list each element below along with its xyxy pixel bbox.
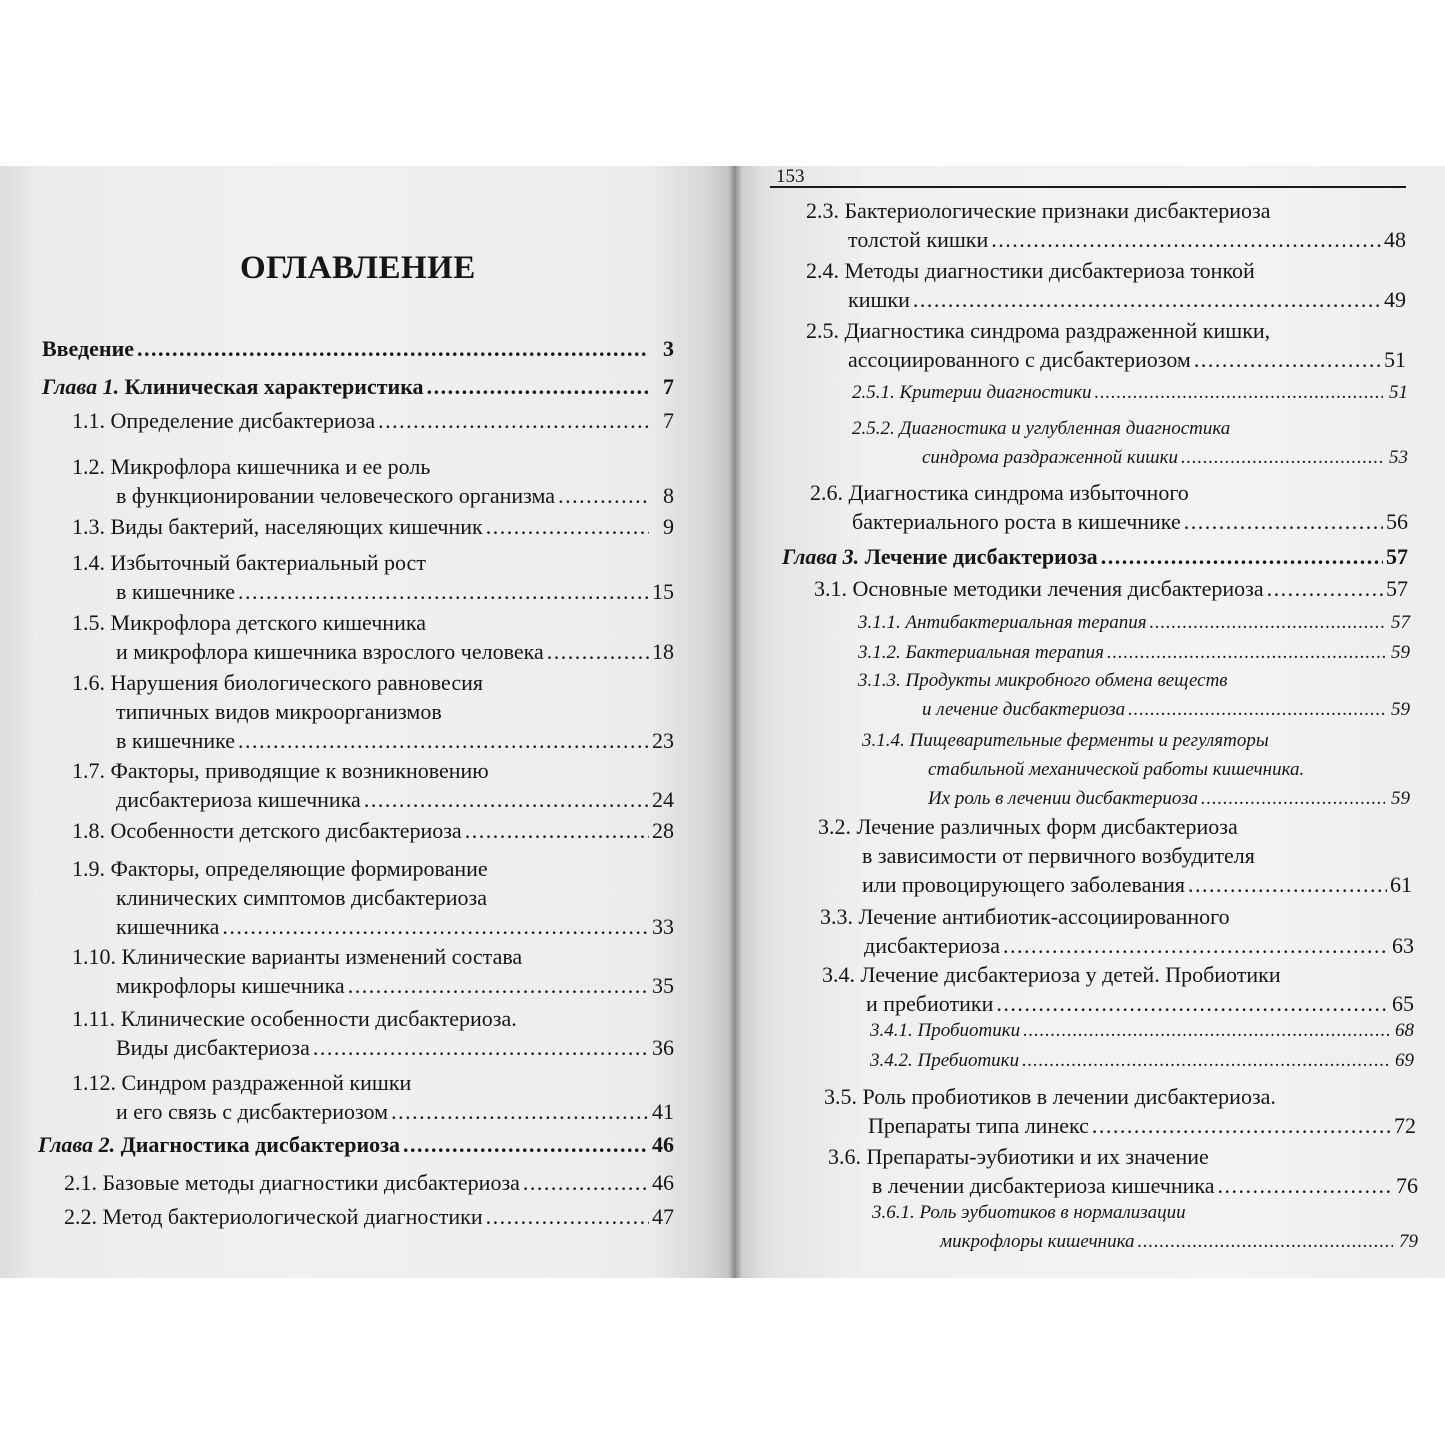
dot-leader — [486, 512, 649, 541]
toc-entry-title: Их роль в лечении дисбактериоза — [928, 788, 1199, 809]
toc-entry-number: Глава 1. — [42, 374, 125, 399]
toc-entry-number: 1.1. — [72, 408, 111, 433]
toc-entry-title: Базовые методы диагностики дисбактериоза — [102, 1170, 520, 1195]
toc-entry-title: Метод бактериологической диагностики — [102, 1204, 483, 1229]
toc-entry-page: 65 — [1392, 991, 1414, 1016]
toc-entry-number: 2.4. — [806, 258, 845, 283]
toc-entry — [820, 902, 1414, 960]
toc-entry-number: 1.4. — [72, 550, 111, 575]
toc-entry-title: в кишечнике — [116, 579, 236, 604]
dot-leader — [313, 1033, 649, 1062]
toc-entry-page: 51 — [1389, 382, 1408, 403]
toc-entry-number: 2.5.1. — [852, 382, 900, 403]
page-number: 153 — [776, 166, 805, 187]
dot-leader — [222, 912, 649, 941]
toc-entry-page: 3 — [663, 336, 674, 361]
dot-leader — [1095, 378, 1383, 407]
toc-entry-title: Факторы, определяющие формирование — [110, 856, 488, 881]
toc-entry-page: 24 — [652, 787, 674, 812]
toc-entry — [38, 1130, 674, 1159]
page-title: ОГЛАВЛЕНИЕ — [240, 250, 476, 286]
toc-entry-number: 1.6. — [72, 670, 111, 695]
dot-leader — [1022, 1046, 1389, 1075]
toc-entry-number: 3.1.3. — [858, 670, 906, 691]
toc-entry — [824, 1082, 1416, 1140]
dot-leader — [378, 406, 649, 435]
toc-entry-title: и лечение дисбактериоза — [922, 699, 1126, 720]
dot-leader — [465, 816, 649, 845]
dot-leader — [1267, 574, 1383, 603]
dot-leader — [137, 334, 649, 363]
toc-entry-page: 61 — [1390, 872, 1412, 897]
toc-entry-title: Антибактериальная терапия — [905, 612, 1147, 633]
toc-entry-title: Особенности детского дисбактериоза — [110, 818, 462, 843]
toc-entry-title: бактериального роста в кишечнике — [852, 509, 1181, 534]
toc-entry-page: 7 — [663, 374, 674, 399]
toc-entry — [852, 378, 1408, 407]
toc-entry-title: Факторы, приводящие к возникновению — [110, 758, 489, 783]
toc-entry-page: 51 — [1384, 347, 1406, 372]
toc-entry-title: Роль эубиотиков в нормализации — [919, 1202, 1186, 1223]
toc-entry-title: в лечении дисбактериоза кишечника — [872, 1173, 1215, 1198]
dot-leader — [238, 577, 649, 606]
toc-entry-title: Виды бактерий, населяющих кишечник — [110, 514, 483, 539]
toc-entry — [72, 756, 674, 814]
toc-entry-number: 1.5. — [72, 610, 111, 635]
toc-entry-title: кишечника — [116, 914, 220, 939]
dot-leader — [1023, 1016, 1389, 1045]
toc-entry-page: 57 — [1386, 544, 1408, 569]
toc-entry-number: 1.11. — [72, 1006, 121, 1031]
toc-entry-title: Нарушения биологического равновесия — [110, 670, 484, 695]
toc-entry — [858, 666, 1410, 724]
toc-entry-title: дисбактериоза кишечника — [116, 787, 361, 812]
toc-entry-title: Бактериологические признаки дисбактериоза — [844, 198, 1271, 223]
toc-entry-page: 7 — [663, 408, 674, 433]
toc-entry-number: 1.7. — [72, 758, 111, 783]
toc-entry-title: Препараты типа линекс — [868, 1113, 1089, 1138]
toc-entry — [814, 574, 1408, 603]
toc-entry-number: 2.5.2. — [852, 418, 900, 439]
dot-leader — [1188, 870, 1387, 899]
dot-leader — [996, 989, 1389, 1018]
dot-leader — [558, 481, 649, 510]
dot-leader — [1137, 1227, 1393, 1256]
toc-entry-title: Лечение дисбактериоза — [864, 544, 1098, 569]
toc-entry — [806, 196, 1406, 254]
toc-entry — [858, 638, 1410, 667]
toc-entry-title: Методы диагностики дисбактериоза тонкой — [844, 258, 1255, 283]
toc-entry-page: 59 — [1391, 788, 1410, 809]
toc-entry-number: 3.1.2. — [858, 642, 906, 663]
toc-entry-title: Диагностика синдрома избыточного — [848, 480, 1189, 505]
dot-leader — [1150, 608, 1385, 637]
toc-entry — [42, 334, 674, 363]
toc-entry-title: Клиническая характеристика — [124, 374, 424, 399]
toc-entry-title: Диагностика синдрома раздраженной кишки, — [844, 318, 1271, 343]
toc-entry-title: Диагностика и углубленная диагностика — [899, 418, 1231, 439]
toc-entry-number: 3.4.2. — [870, 1050, 918, 1071]
toc-entry-title: в кишечнике — [116, 728, 236, 753]
toc-entry-page: 79 — [1399, 1231, 1418, 1252]
toc-entry-page: 76 — [1396, 1173, 1418, 1198]
toc-entry — [858, 608, 1410, 637]
dot-leader — [547, 637, 649, 666]
toc-entry-number: 1.3. — [72, 514, 111, 539]
toc-entry — [72, 668, 674, 755]
toc-entry-page: 8 — [663, 483, 674, 508]
toc-entry — [822, 960, 1414, 1018]
dot-leader — [523, 1168, 649, 1197]
toc-entry-number: 2.6. — [810, 480, 849, 505]
toc-entry-number: 1.12. — [72, 1070, 122, 1095]
toc-entry — [870, 1016, 1414, 1045]
toc-entry-number: 1.9. — [72, 856, 111, 881]
header-rule — [770, 186, 1406, 188]
toc-entry-page: 68 — [1395, 1020, 1414, 1041]
dot-leader — [1092, 1111, 1391, 1140]
toc-entry-title: и пребиотики — [866, 991, 994, 1016]
dot-leader — [1128, 695, 1385, 724]
toc-entry-title: Диагностика дисбактериоза — [120, 1132, 400, 1157]
toc-entry — [64, 1202, 674, 1231]
dot-leader — [1101, 542, 1383, 571]
toc-entry-title: Пищеварительные ферменты и регуляторы — [909, 730, 1269, 751]
toc-entry — [828, 1142, 1418, 1200]
toc-entry-title: Лечение дисбактериоза у детей. Пробиотики — [860, 962, 1281, 987]
toc-entry-title: Бактериальная терапия — [905, 642, 1104, 663]
toc-entry — [72, 512, 674, 541]
toc-entry-title: Основные методики лечения дисбактериоза — [852, 576, 1264, 601]
toc-entry-number: 1.8. — [72, 818, 111, 843]
toc-entry-title: Пробиотики — [917, 1020, 1021, 1041]
toc-entry — [806, 256, 1406, 314]
toc-entry — [872, 1198, 1418, 1256]
dot-leader — [403, 1130, 649, 1159]
toc-entry — [72, 548, 674, 606]
dot-leader — [486, 1202, 649, 1231]
toc-entry-title: микрофлоры кишечника — [116, 973, 345, 998]
toc-entry-title: Пребиотики — [917, 1050, 1020, 1071]
toc-entry-title: Препараты-эубиотики и их значение — [866, 1144, 1209, 1169]
toc-entry-title: кишки — [848, 287, 910, 312]
toc-entry-page: 69 — [1395, 1050, 1414, 1071]
toc-entry — [72, 608, 674, 666]
toc-entry-page: 23 — [652, 728, 674, 753]
toc-entry-page: 46 — [652, 1132, 674, 1157]
toc-entry-title: Синдром раздраженной кишки — [121, 1070, 412, 1095]
toc-entry-title: и его связь с дисбактериозом — [116, 1099, 389, 1124]
toc-entry-page: 9 — [663, 514, 674, 539]
toc-entry-title: Избыточный бактериальный рост — [110, 550, 426, 575]
toc-entry — [72, 452, 674, 510]
toc-entry-title: Виды дисбактериоза — [116, 1035, 310, 1060]
dot-leader — [238, 726, 649, 755]
toc-entry — [72, 854, 674, 941]
toc-entry-number: 3.6.1. — [872, 1202, 920, 1223]
toc-entry-page: 15 — [652, 579, 674, 604]
dot-leader — [1218, 1171, 1393, 1200]
toc-entry-title: синдрома раздраженной кишки — [922, 447, 1178, 468]
dot-leader — [391, 1097, 649, 1126]
toc-entry-page: 28 — [652, 818, 674, 843]
toc-entry-title: Клинические особенности дисбактериоза. — [120, 1006, 517, 1031]
toc-entry-number: 2.3. — [806, 198, 845, 223]
toc-entry — [42, 372, 674, 401]
toc-entry-page: 49 — [1384, 287, 1406, 312]
toc-entry-page: 53 — [1389, 447, 1408, 468]
dot-leader — [1181, 443, 1383, 472]
toc-entry — [810, 478, 1408, 536]
toc-entry-title: Лечение антибиотик-ассоциированного — [858, 904, 1230, 929]
dot-leader — [991, 225, 1381, 254]
toc-entry-number: 2.5. — [806, 318, 845, 343]
toc-entry-title: Микрофлора кишечника и ее роль — [110, 454, 431, 479]
toc-entry — [862, 726, 1410, 813]
toc-entry-title: микрофлоры кишечника — [940, 1231, 1135, 1252]
toc-entry — [852, 414, 1408, 472]
toc-entry-title: дисбактериоза — [864, 933, 1000, 958]
dot-leader — [1184, 507, 1383, 536]
toc-entry-title: в функционировании человеческого организма — [116, 483, 556, 508]
dot-leader — [1003, 931, 1389, 960]
toc-entry-title: Клинические варианты изменений состава — [121, 944, 523, 969]
toc-entry-number: 2.2. — [64, 1204, 103, 1229]
toc-entry-page: 48 — [1384, 227, 1406, 252]
toc-entry-title: или провоцирующего заболевания — [862, 872, 1186, 897]
toc-entry-title: Лечение различных форм дисбактериоза — [856, 814, 1238, 839]
toc-entry-number: 3.3. — [820, 904, 859, 929]
left-page — [0, 166, 736, 1278]
toc-entry — [806, 316, 1406, 374]
toc-entry-page: 47 — [652, 1204, 674, 1229]
toc-entry-page: 41 — [652, 1099, 674, 1124]
book-spread — [0, 166, 1445, 1278]
toc-entry-number: 3.4.1. — [870, 1020, 918, 1041]
toc-entry-number: 3.4. — [822, 962, 861, 987]
book-gutter — [728, 166, 742, 1278]
toc-entry-number: 1.2. — [72, 454, 111, 479]
toc-entry-page: 72 — [1394, 1113, 1416, 1138]
dot-leader — [1194, 345, 1381, 374]
toc-entry-title: в зависимости от первичного возбудителя — [862, 843, 1255, 868]
toc-entry — [72, 1068, 674, 1126]
toc-entry-title: Определение дисбактериоза — [110, 408, 376, 433]
toc-entry — [72, 406, 674, 435]
toc-entry-page: 56 — [1386, 509, 1408, 534]
toc-entry-page: 35 — [652, 973, 674, 998]
toc-entry-number: 2.1. — [64, 1170, 103, 1195]
toc-entry-number: Глава 3. — [782, 544, 865, 569]
toc-entry-number: 3.6. — [828, 1144, 867, 1169]
toc-entry-title: Введение — [42, 336, 135, 361]
toc-entry — [72, 816, 674, 845]
toc-entry-number: 1.10. — [72, 944, 122, 969]
toc-entry-page: 46 — [652, 1170, 674, 1195]
dot-leader — [913, 285, 1381, 314]
toc-entry-page: 57 — [1391, 612, 1410, 633]
toc-entry-number: 3.1. — [814, 576, 853, 601]
toc-entry-number: 3.1.1. — [858, 612, 906, 633]
toc-entry-page: 59 — [1391, 699, 1410, 720]
toc-entry-number: 3.1.4. — [862, 730, 910, 751]
toc-entry — [870, 1046, 1414, 1075]
dot-leader — [364, 785, 649, 814]
toc-entry-number: 3.2. — [818, 814, 857, 839]
toc-entry-title: Микрофлора детского кишечника — [110, 610, 426, 635]
toc-entry — [72, 942, 674, 1000]
toc-entry-title: типичных видов микроорганизмов — [116, 699, 442, 724]
toc-entry-title: Продукты микробного обмена веществ — [905, 670, 1228, 691]
dot-leader — [348, 971, 649, 1000]
toc-entry-page: 33 — [652, 914, 674, 939]
dot-leader — [427, 372, 649, 401]
toc-entry-number: 3.5. — [824, 1084, 863, 1109]
toc-entry-title: ассоциированного с дисбактериозом — [848, 347, 1191, 372]
toc-entry-number: Глава 2. — [38, 1132, 121, 1157]
toc-entry-page: 63 — [1392, 933, 1414, 958]
toc-entry — [782, 542, 1408, 571]
toc-entry-title: Роль пробиотиков в лечении дисбактериоза. — [862, 1084, 1276, 1109]
toc-entry-page: 18 — [652, 639, 674, 664]
dot-leader — [1201, 784, 1385, 813]
dot-leader — [1107, 638, 1385, 667]
toc-entry-page: 57 — [1386, 576, 1408, 601]
toc-entry-title: толстой кишки — [848, 227, 989, 252]
toc-entry-title: клинических симптомов дисбактериоза — [116, 885, 488, 910]
toc-entry — [64, 1168, 674, 1197]
toc-entry — [818, 812, 1412, 899]
toc-entry-page: 36 — [652, 1035, 674, 1060]
toc-entry-page: 59 — [1391, 642, 1410, 663]
toc-entry-title: Критерии диагностики — [899, 382, 1092, 403]
toc-entry-title: и микрофлора кишечника взрослого человека — [116, 639, 544, 664]
toc-entry-title: стабильной механической работы кишечника. — [928, 759, 1305, 780]
toc-entry — [72, 1004, 674, 1062]
